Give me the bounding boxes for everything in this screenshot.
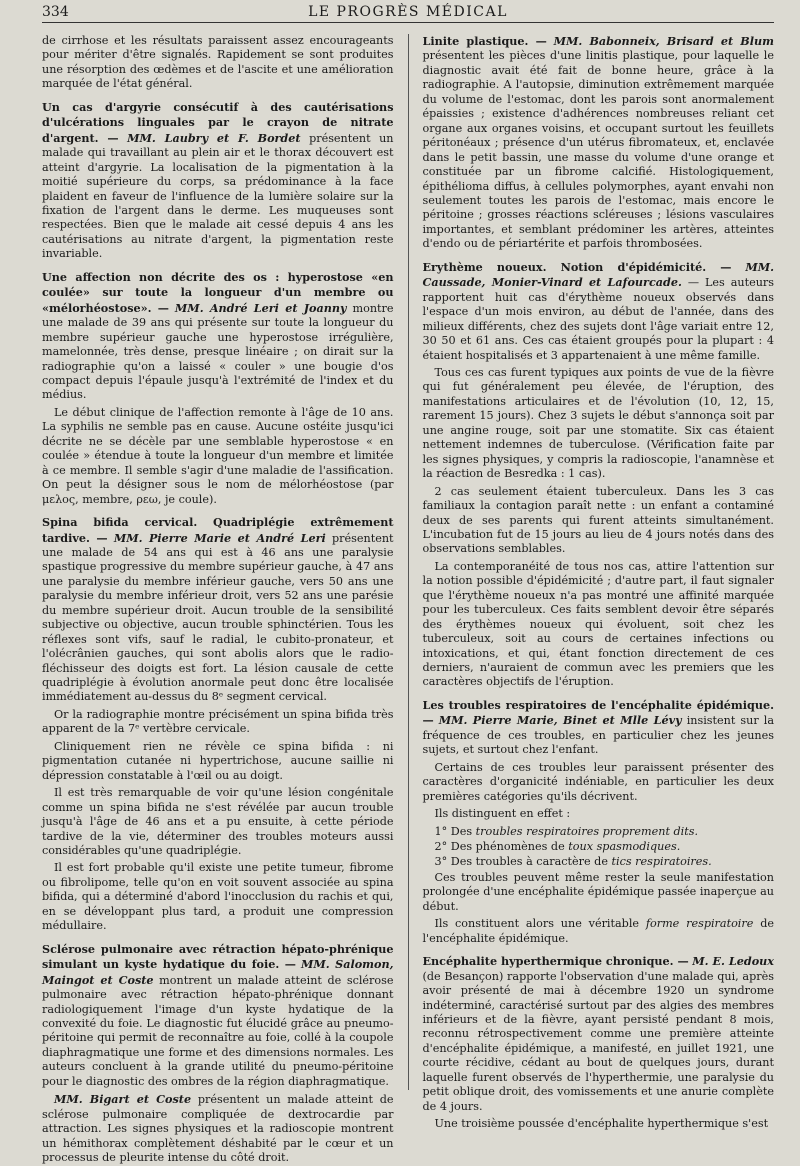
- right-column: [422, 34, 774, 1131]
- section-encephalite-hyperthermique: [422, 954, 774, 1114]
- section-text: présentent les pièces d'une linitis plastique, pour laquelle le diagnostic avait été fait de bonne heure, grâce à la radiographie. A l'autopsie, diminution extrêmement marquée du volume de l'estomac, dont les parois sont anormalement épaissies ; existence d'adhérences nombreuses reliant cet organe aux organes voisins, et occupant surtout les feuillets péritonéaux ; présence d'un utérus fibromateux, et, enclavée dans le petit bassin, une masse du volume d'une orange et constituée par un fibrome calcifié. Histologiquement, épithélioma diffus, à cellules polymorphes, ayant envahi non seulement toutes les parois de l'estomac, mais encore le péritoine ; grosses réactions scléreuses ; lésions vasculaires importantes, et semblant prédominer les artères, atteintes d'endo ou de périartérite et parfois thrombosées.: [422, 49, 774, 251]
- list-item: 2° Des phénomènes de toux spasmodiques.: [434, 840, 681, 854]
- section-title: Encéphalite hyperthermique chronique. —: [422, 954, 689, 969]
- section-authors: MM. Pierre Marie et André Leri: [113, 530, 326, 545]
- section-sclerose-pulmonaire: [42, 942, 394, 1090]
- paragraph: Il est très remarquable de voir qu'une lésion congénitale comme un spina bifida ne s'est révélée par aucun trouble jusqu'à l'âge de 46 ans et a pu ensuite, à cette période tardive de la vie, déterminer des troubles moteurs aussi considérables qu'une quadriplégie.: [42, 786, 394, 858]
- paragraph: de cirrhose et les résultats paraissent assez encourageants pour mériter d'être signalés. Rapidement se sont produites une résorption des œdèmes et de l'ascite et une amélioration marquée de l'état général.: [42, 34, 394, 91]
- column-divider: [408, 34, 409, 1090]
- section-authors: MM. Babonneix, Brisard et Blum: [553, 34, 774, 48]
- numbered-list: [422, 825, 774, 870]
- section-authors: MM. Laubry et F. Bordet: [127, 130, 301, 145]
- page-header: [42, 2, 774, 23]
- list-item: 1° Des troubles respiratoires proprement dits.: [434, 824, 699, 838]
- paragraph: Une troisième poussée d'encéphalite hyperthermique s'est: [434, 1117, 769, 1131]
- paragraph: 2 cas seulement étaient tuberculeux. Dans les 3 cas familiaux la contagion paraît nette : un enfant a contaminé deux de ses parents qui furent atteints simultanément. L'incubation fut de 15 jours au lieu de 4 jours notés dans des observations semblables.: [422, 484, 774, 556]
- paragraph: Tous ces cas furent typiques aux points de vue de la fièvre qui fut généralement peu élevée, de l'éruption, des manifestations articulaires et de l'évolution (10, 12, 15, rarement 15 jours). Chez 3 sujets le début s'annonça soit par une angine rouge, soit par une stomatite. Six cas étaient nettement indemnes de tuberculose. (Vérification faite par les signes physiques, y compris la radioscopie, l'anamnèse et la réaction de Besredka : 1 cas).: [422, 365, 774, 481]
- section-text: présentent une malade de 54 ans qui est à 46 ans une paralysie spastique progressive du membre supérieur gauche, à 47 ans une paralysie du membre inférieur gauche, vers 50 ans une paralysie du membre inférieur droit, vers 52 ans une parésie du membre supérieur droit. Aucun trouble de la sensibilité subjective ou objective, aucun trouble sphinctérien. Tous les réflexes sont vifs, sauf le radial, le cubito-pronateur, et l'olécrânien gauches, qui sont abolis alors que le radio-fléchisseur des doigts est fort. La lésion causale de cette quadriplégie à évolution anormale peut donc être localisée immédiatement au-dessus du 8ᵉ segment cervical.: [42, 531, 394, 704]
- journal-title: LE PROGRÈS MÉDICAL: [308, 4, 508, 20]
- paragraph: [42, 1092, 394, 1165]
- section-text: montre une malade de 39 ans qui présente sur toute la longueur du membre supérieur gauche une hyperostose irrégulière, mamelonnée, très dense, presque linéaire ; on dirait sur la radiographie qu'on a laissé « couler » une bougie d'os compact depuis l'épaule jusqu'à l'extrémité de l'index et du médius.: [42, 301, 394, 402]
- page-number: 334: [42, 4, 69, 20]
- paragraph: Ces troubles peuvent même rester la seule manifestation prolongée d'une encéphalite épidémique passée inaperçue au début.: [422, 870, 774, 913]
- section-erytheme: [422, 260, 774, 363]
- section-spina-bifida: [42, 515, 394, 705]
- paragraph: Cliniquement rien ne révèle ce spina bifida : ni pigmentation cutanée ni hypertrichose, aucune saillie ni dépression constatable à l'œil ou au doigt.: [42, 739, 394, 782]
- section-authors: MM. Pierre Marie, Binet et Mlle Lévy: [438, 713, 682, 728]
- text-columns: [42, 34, 774, 1165]
- section-authors: MM. Caussade, Monier-Vinard et Lafourcade.: [422, 259, 774, 290]
- section-troubles-respiratoires: [422, 698, 774, 758]
- section-linite: [422, 34, 774, 252]
- section-argyrie: [42, 100, 394, 262]
- section-melorheostose: [42, 270, 394, 403]
- section-title: Erythème noueux. Notion d'épidémicité. —: [422, 259, 732, 274]
- list-item: 3° Des troubles à caractère de tics respiratoires.: [434, 855, 712, 869]
- section-text: présentent un malade atteint de sclérose pulmonaire compliquée de dextrocardie par attraction. Les signes physiques et la radioscopie montrent un hémithorax complètement déshabité par le cœur et un processus de pleurite intense du côté droit.: [42, 1093, 394, 1165]
- paragraph: Il est fort probable qu'il existe une petite tumeur, fibrome ou fibrolipome, telle qu'on en voit souvent associée au spina bifida, qui a déterminé d'abord l'inocclusion du rachis et qui, en se développant plus tard, a produit une compression médullaire.: [42, 861, 394, 933]
- section-text: — Les auteurs rapportent huit cas d'érythème noueux observés dans l'espace d'un mois environ, au début de l'année, dans des milieux différents, chez des sujets dont l'âge variait entre 12, 30 50 et 61 ans. Ces cas étaient groupés pour la plupart : 4 étaient hospitalisés et 3 appartenaient à une même famille.: [422, 276, 774, 362]
- section-title: Une affection non décrite des os : hyperostose «en coulée» sur toute la longueur d'un membre ou «mélorhéostose». —: [42, 269, 394, 315]
- section-title: Un cas d'argyrie consécutif à des cautérisations d'ulcérations linguales par le crayon de nitrate d'argent. —: [42, 99, 394, 145]
- section-text: insistent sur la fréquence de ces troubles, en particulier chez les jeunes sujets, et surtout chez l'enfant.: [422, 714, 774, 757]
- section-title: Spina bifida cervical. Quadriplégie extrêmement tardive. —: [42, 515, 394, 545]
- paragraph: Ils distinguent en effet :: [434, 807, 571, 821]
- left-column: [42, 34, 394, 1165]
- paragraph: Or la radiographie montre précisément un spina bifida très apparent de la 7ᵉ vertèbre cervicale.: [42, 707, 394, 736]
- section-title: Sclérose pulmonaire avec rétraction hépato-phrénique simulant un kyste hydatique du foie. —: [42, 941, 394, 972]
- section-title: Les troubles respiratoires de l'encéphalite épidémique. —: [422, 697, 774, 728]
- section-authors: MM. André Leri et Joanny: [174, 300, 347, 315]
- section-text: montrent un malade atteint de sclérose pulmonaire avec rétraction hépato-phrénique donnant radiologiquement l'image d'un kyste hydatique de la convexité du foie. Le diagnostic fut élucidé grâce au pneumo-péritoine qui permit de reconnaître au foie, collé à la coupole diaphragmatique une forme et des dimensions normales. Les auteurs concluent à la grande utilité du pneumo-péritoine pour le diagnostic des ombres de la région diaphragmatique.: [42, 973, 394, 1088]
- section-authors: MM. Bigart et Coste: [54, 1092, 192, 1107]
- section-title: Linite plastique. —: [422, 34, 547, 48]
- paragraph: La contemporanéité de tous nos cas, attire l'attention sur la notion possible d'épidémicité ; d'autre part, il faut signaler que l'érythème noueux n'a pas montré une affinité marquée pour les tuberculeux. Ces faits semblent devoir être séparés des érythèmes noueux qui évoluent, soit chez les tuberculeux, soit au cours de certaines infections ou intoxications, et qui, étant fonction directement de ces derniers, n'auraient de commun avec les premiers que les caractères objectifs de l'éruption.: [422, 559, 774, 689]
- paragraph: Certains de ces troubles leur paraissent présenter des caractères d'organicité indéniable, en particulier les deux premières catégories qu'ils décrivent.: [422, 760, 774, 803]
- section-authors: MM. Salomon, Maingot et Coste: [42, 957, 394, 987]
- section-text: présentent un malade qui travaillant au plein air et le thorax découvert est atteint d'argyrie. La localisation de la pigmentation à la moitié supérieure du corps, sa prédominance à la face plaident en faveur de l'influence de la lumière solaire sur la fixation de l'argent dans le derme. Les muqueuses sont respectées. Bien que le malade ait cessé depuis 4 ans les cautérisations au nitrate d'argent, la pigmentation reste invariable.: [42, 131, 394, 261]
- section-authors: M. E. Ledoux: [692, 954, 774, 969]
- paragraph: Ils constituent alors une véritable forme respiratoire de l'encéphalite épidémique.: [422, 917, 774, 945]
- paragraph: Le début clinique de l'affection remonte à l'âge de 10 ans. La syphilis ne semble pas en cause. Aucune ostéite jusqu'ici décrite ne se décèle par une semblable hyperostose « en coulée » étendue à toute la longueur d'un membre et limitée à ce membre. Il semble s'agir d'une maladie de l'assification. On peut la désigner sous le nom de mélorhéostose (par μελος, membre, ρεω, je coule).: [42, 405, 394, 506]
- section-text: (de Besançon) rapporte l'observation d'une malade qui, après avoir présenté de mai à décembre 1920 un syndrome indéterminé, caractérisé surtout par des algies des membres inférieurs et de la fièvre, ayant persisté pendant 8 mois, reconnu rétrospectivement comme une première atteinte d'encéphalite épidémique, a manifesté, en juillet 1921, une courte récidive, cédant au bout de quelques jours, durant laquelle furent observés de l'hyperthermie, une paralysie du petit oblique droit, des vomissements et une anurie complète de 4 jours.: [422, 969, 774, 1113]
